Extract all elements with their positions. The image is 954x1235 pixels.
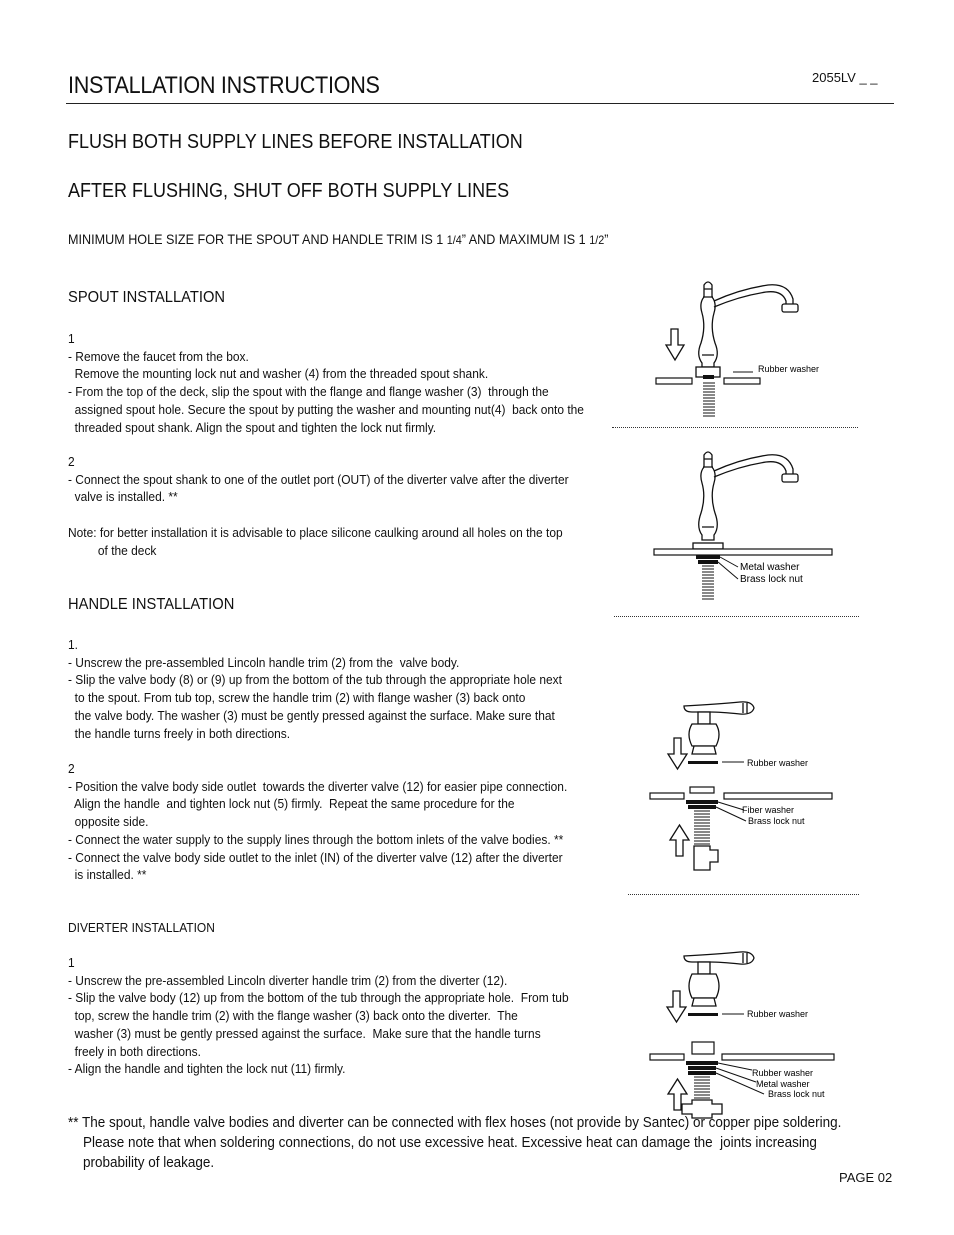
spout-heading: SPOUT INSTALLATION [68,289,226,306]
header-rule [66,103,894,104]
spout-diagram-1 [640,275,870,425]
page-title: INSTALLATION INSTRUCTIONS [68,72,380,99]
fig3-label-fiber-washer: Fiber washer [742,805,795,815]
shutoff-notice: AFTER FLUSHING, SHUT OFF BOTH SUPPLY LINES [68,180,510,202]
separator [614,616,859,617]
fig3-label-rubber-washer: Rubber washer [747,758,809,768]
flush-notice: FLUSH BOTH SUPPLY LINES BEFORE INSTALLATION [68,131,523,153]
diverter-diagram [640,942,870,1127]
model-number: 2055LV _ _ [812,70,878,85]
up-arrow-icon [670,825,689,856]
separator [612,427,858,428]
min-hole-text-a: MINIMUM HOLE SIZE FOR THE SPOUT AND HANDLE TRIM IS 1 [68,231,447,247]
down-arrow-icon [666,329,684,360]
page-number: PAGE 02 [839,1170,893,1185]
separator [628,894,859,895]
handle-step-2: 2 - Position the valve body side outlet towards the diverter valve (12) for easier pipe connection. Align the handle and tighten lock nut (5) firmly. Repeat the same procedure for the opposite side. - Connect the water supply to the supply lines through the bottom inlets of the valve bodies. ** - Connect the valve body side outlet to the inlet (IN) of the diverter valve (12) after the diverter is installed. ** [68,761,568,883]
down-arrow-icon [668,738,687,769]
min-hole-fraction-b: 1/2 [589,233,605,247]
fig4-label-metal-washer: Metal washer [756,1079,810,1089]
handle-heading: HANDLE INSTALLATION [68,596,235,613]
min-hole-fraction-a: 1/4 [446,233,462,247]
diverter-step-1: 1 - Unscrew the pre-assembled Lincoln diverter handle trim (2) from the diverter (12). - Slip the valve body (12) up from the bottom of the tub through the appropriate hole. From tub top, screw the handle trim (2) with the flange washer (3) back onto the diverter. The washer (3) must be gently pressed against the surface. Make sure that the handle turns freely in both directions. - Align the handle and tighten the lock nut (11) firmly. [68,955,569,1077]
fig4-label-rubber-washer: Rubber washer [752,1068,814,1078]
diverter-heading: DIVERTER INSTALLATION [68,920,215,935]
down-arrow-icon [667,991,686,1022]
min-hole-text-c: ” [604,231,609,247]
spout-note: Note: for better installation it is advisable to place silicone caulking around all holes on the top of the deck [68,525,563,558]
handle-step-1: 1. - Unscrew the pre-assembled Lincoln handle trim (2) from the valve body. - Slip the valve body (8) or (9) up from the bottom of the tub through the appropriate hole next to the spout. From tub top, screw the handle trim (2) with flange washer (3) back onto the valve body. The washer (3) must be gently pressed against the surface. Make sure that the handle turns freely in both directions. [68,637,562,741]
min-hole-notice [68,231,608,247]
fig4-label-rubber-washer-top: Rubber washer [747,1009,809,1019]
fig2-label-metal-washer: Metal washer [740,562,800,573]
spout-diagram-2 [640,445,870,610]
fig1-label: Rubber washer [758,364,820,374]
fig4-label-brass-lock-nut: Brass lock nut [768,1089,825,1099]
fig3-label-brass-lock-nut: Brass lock nut [748,816,805,826]
spout-step-2: 2 - Connect the spout shank to one of the outlet port (OUT) of the diverter valve after the diverter valve is installed. ** [68,454,569,505]
handle-diagram [640,690,870,880]
footnote: ** The spout, handle valve bodies and diverter can be connected with flex hoses (not provide by Santec) or copper pipe soldering. Please note that when soldering connections, do not use excessive heat. Excessive heat can damage the joints increasing probability of leakage. [68,1115,842,1171]
spout-step-1: 1 - Remove the faucet from the box. Remove the mounting lock nut and washer (4) from the threaded spout shank. - From the top of the deck, slip the spout with the flange and flange washer (3) through the assigned spout hole. Secure the spout by putting the washer and mounting nut(4) back onto the threaded spout shank. Align the spout and tighten the lock nut firmly. [68,331,584,435]
fig2-label-brass-lock-nut: Brass lock nut [740,574,803,585]
min-hole-text-b: ” AND MAXIMUM IS 1 [461,231,590,247]
